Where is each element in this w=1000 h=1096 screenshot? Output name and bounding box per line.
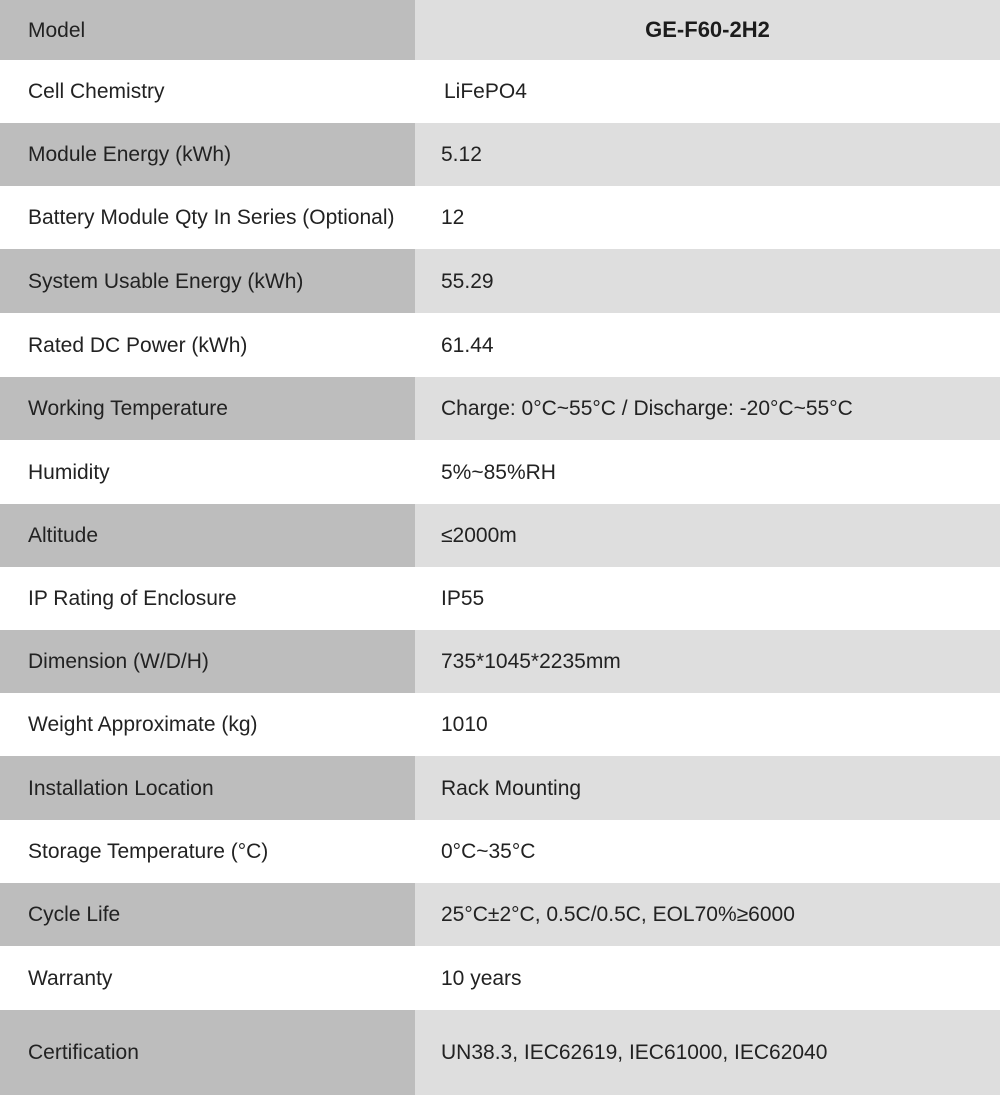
table-row — [0, 883, 1000, 946]
spec-label: Warranty — [0, 946, 415, 1010]
spec-label: Altitude — [0, 504, 415, 567]
table-row — [0, 946, 1000, 1010]
spec-label: Working Temperature — [0, 377, 415, 440]
table-row — [0, 313, 1000, 377]
spec-value: ≤2000m — [415, 504, 1000, 567]
spec-label: Installation Location — [0, 756, 415, 820]
spec-value: 0°C~35°C — [415, 820, 1000, 883]
spec-label: Humidity — [0, 440, 415, 504]
table-row — [0, 440, 1000, 504]
spec-label: Rated DC Power (kWh) — [0, 313, 415, 377]
spec-label: Cell Chemistry — [0, 60, 415, 123]
spec-value: 55.29 — [415, 249, 1000, 313]
spec-value: 5.12 — [415, 123, 1000, 186]
spec-value: 10 years — [415, 946, 1000, 1010]
spec-value: UN38.3, IEC62619, IEC61000, IEC62040 — [415, 1010, 1000, 1095]
table-row — [0, 820, 1000, 883]
table-row — [0, 756, 1000, 820]
table-row — [0, 60, 1000, 123]
spec-label: Module Energy (kWh) — [0, 123, 415, 186]
spec-value: 1010 — [415, 693, 1000, 756]
table-row — [0, 630, 1000, 693]
spec-value: 735*1045*2235mm — [415, 630, 1000, 693]
table-row — [0, 123, 1000, 186]
table-row — [0, 693, 1000, 756]
spec-label: Battery Module Qty In Series (Optional) — [0, 186, 415, 249]
spec-value: LiFePO4 — [415, 60, 1000, 123]
spec-value: 5%~85%RH — [415, 440, 1000, 504]
spec-label: Cycle Life — [0, 883, 415, 946]
table-row — [0, 186, 1000, 249]
spec-label: System Usable Energy (kWh) — [0, 249, 415, 313]
spec-value: 25°C±2°C, 0.5C/0.5C, EOL70%≥6000 — [415, 883, 1000, 946]
spec-label: Dimension (W/D/H) — [0, 630, 415, 693]
spec-value: 12 — [415, 186, 1000, 249]
table-row — [0, 249, 1000, 313]
spec-label: Weight Approximate (kg) — [0, 693, 415, 756]
spec-value-model: GE-F60-2H2 — [415, 0, 1000, 60]
spec-label: Certification — [0, 1010, 415, 1095]
spec-value: Rack Mounting — [415, 756, 1000, 820]
table-row — [0, 377, 1000, 440]
spec-label: IP Rating of Enclosure — [0, 567, 415, 630]
spec-value: Charge: 0°C~55°C / Discharge: -20°C~55°C — [415, 377, 1000, 440]
table-row — [0, 504, 1000, 567]
table-header-row — [0, 0, 1000, 60]
table-row — [0, 1010, 1000, 1095]
spec-label: Storage Temperature (°C) — [0, 820, 415, 883]
spec-label-model: Model — [0, 0, 415, 60]
spec-value: 61.44 — [415, 313, 1000, 377]
spec-value: IP55 — [415, 567, 1000, 630]
table-row — [0, 567, 1000, 630]
